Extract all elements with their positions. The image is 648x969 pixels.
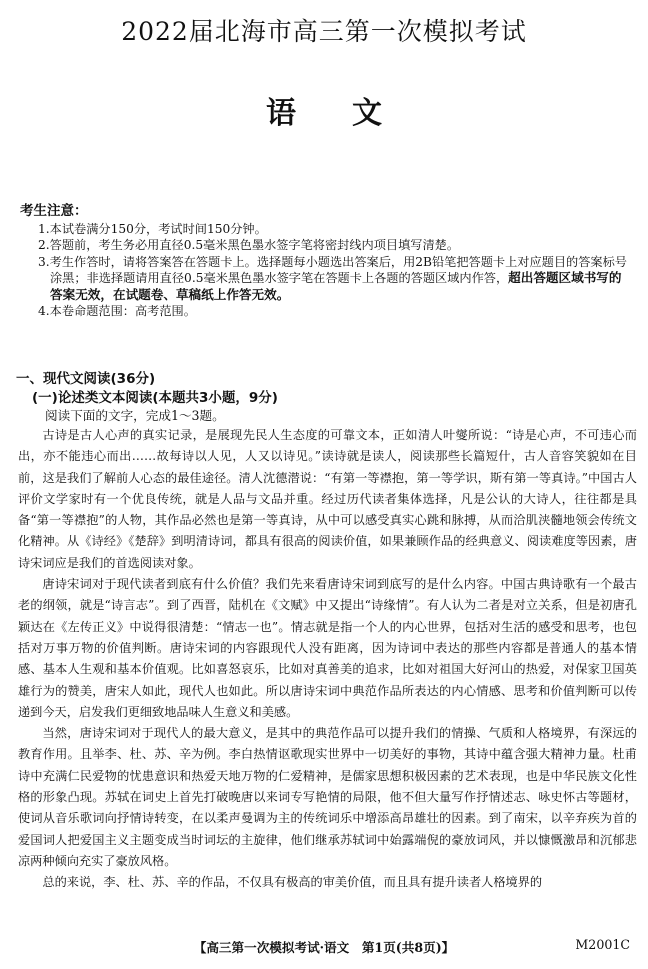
notice-item-3-text: 3.考生作答时，请将答案答在答题卡上。选择题每小题选出答案后，用2B铅笔把答题卡上对应题目的答案标号涂黑；非选择题请用直径0.5毫米黑色墨水签字笔在答题卡上各题的答题区域内作答，	[38, 254, 627, 285]
footer-paper-code: M2001C	[575, 937, 630, 952]
notice-item-4-text: 4.本卷命题范围：高考范围。	[38, 304, 196, 318]
reading-instruction: 阅读下面的文字，完成1～3题。	[45, 408, 225, 423]
passage-paragraph-4: 总的来说，李、杜、苏、辛的作品，不仅具有极高的审美价值，而且具有提升读者人格境界的	[42, 875, 543, 890]
notice-item-2-text: 2.答题前，考生务必用直径0.5毫米黑色墨水签字笔将密封线内项目填写清楚。	[38, 238, 460, 252]
passage-paragraph-1: 古诗是古人心声的真实记录，是展现先民人生态度的可靠文本，正如清人叶燮所说：“诗是心声，不可违心而出，亦不能违心而出……故每诗以人见，人又以诗见。”读诗就是读人，阅读那些长篇短什，古人音容笑貌如在目前，这是我们了解前人心态的最佳途径。清人沈德潜说：“有第一等襟抱，第一等学识，斯有第一等真诗。”中国古人评价文学家时有一个优良传统，就是人品与文品并重。经过历代读者集体选择，凡是公认的大诗人，往往都是具备“第一等襟抱”的人物，其作品必然也是第一等真诗，从中可以感受真实心跳和脉搏，从而洽肌浃髓地领会传统文化精神。从《诗经》《楚辞》到明清诗词，都具有很高的阅读价值，如果兼顾作品的经典意义、阅读难度等因素，唐诗宋词应是我们的首选阅读对象。	[18, 428, 637, 570]
reading-passage	[18, 425, 637, 894]
footer-page-info: 【高三第一次模拟考试·语文 第1页(共8页)】	[193, 940, 455, 955]
notice-item-1	[20, 221, 632, 238]
exam-title: 2022届北海市高三第一次模拟考试	[121, 17, 527, 46]
candidate-notice	[20, 203, 632, 320]
notice-item-1-text: 1.本试卷满分150分，考试时间150分钟。	[38, 221, 267, 236]
notice-item-3-emphasis: 超出答题区域书写的答案无效，在试题卷、草稿纸上作答无效。	[50, 270, 622, 302]
subsection-heading: (一)论述类文本阅读(本题共3小题，9分)	[32, 390, 278, 406]
notice-item-2	[20, 237, 632, 254]
passage-paragraph-2: 唐诗宋词对于现代读者到底有什么价值？我们先来看唐诗宋词到底写的是什么内容。中国古典诗歌有一个最古老的纲领，就是“诗言志”。到了西晋，陆机在《文赋》中又提出“诗缘情”。有人认为二者是对立关系，但是初唐孔颖达在《左传正义》中说得很清楚：“情志一也”。情志就是指一个人的内心世界，包括对生活的感受和思考，也包括对万事万物的价值判断。唐诗宋词的内容跟现代人没有距离，因为诗词中表达的那些内容都是普通人的基本情感、基本人生观和基本价值观。比如喜怒哀乐，比如对真善美的追求，比如对祖国大好河山的热爱，对保家卫国英雄行为的赞美，唐宋人如此，现代人也如此。所以唐诗宋词中典范作品所表达的内心情感、思考和价值判断可以传递到今天，启发我们更细致地品味人生意义和美感。	[18, 577, 637, 719]
notice-item-4	[20, 303, 632, 320]
section-heading: 一、现代文阅读(36分)	[16, 371, 156, 387]
subject-title: 语文	[266, 96, 438, 131]
passage-paragraph-3: 当然，唐诗宋词对于现代人的最大意义，是其中的典范作品可以提升我们的情操、气质和人格境界，有深远的教育作用。且举李、杜、苏、辛为例。李白热情讴歌现实世界中一切美好的事物，其诗中蕴含强大精神力量。杜甫诗中充满仁民爱物的忧患意识和热爱天地万物的仁爱精神，是儒家思想积极因素的艺术表现，也是中华民族文化性格的形象凸现。苏轼在词史上首先打破晚唐以来词专写艳情的局限，他不但大量写作抒情述志、咏史怀古等题材，使词从音乐歌词向抒情诗转变，在以柔声曼调为主的传统词乐中增添高昂雄壮的因素。到了南宋，以辛弃疾为首的爱国词人把爱国主义主题变成当时词坛的主旋律，他们继承苏轼词中始露端倪的豪放词风，并以慷慨激昂和沉郁悲凉两种倾向充实了豪放风格。	[18, 726, 637, 868]
notice-heading: 考生注意：	[20, 203, 88, 219]
notice-item-3	[20, 254, 632, 304]
